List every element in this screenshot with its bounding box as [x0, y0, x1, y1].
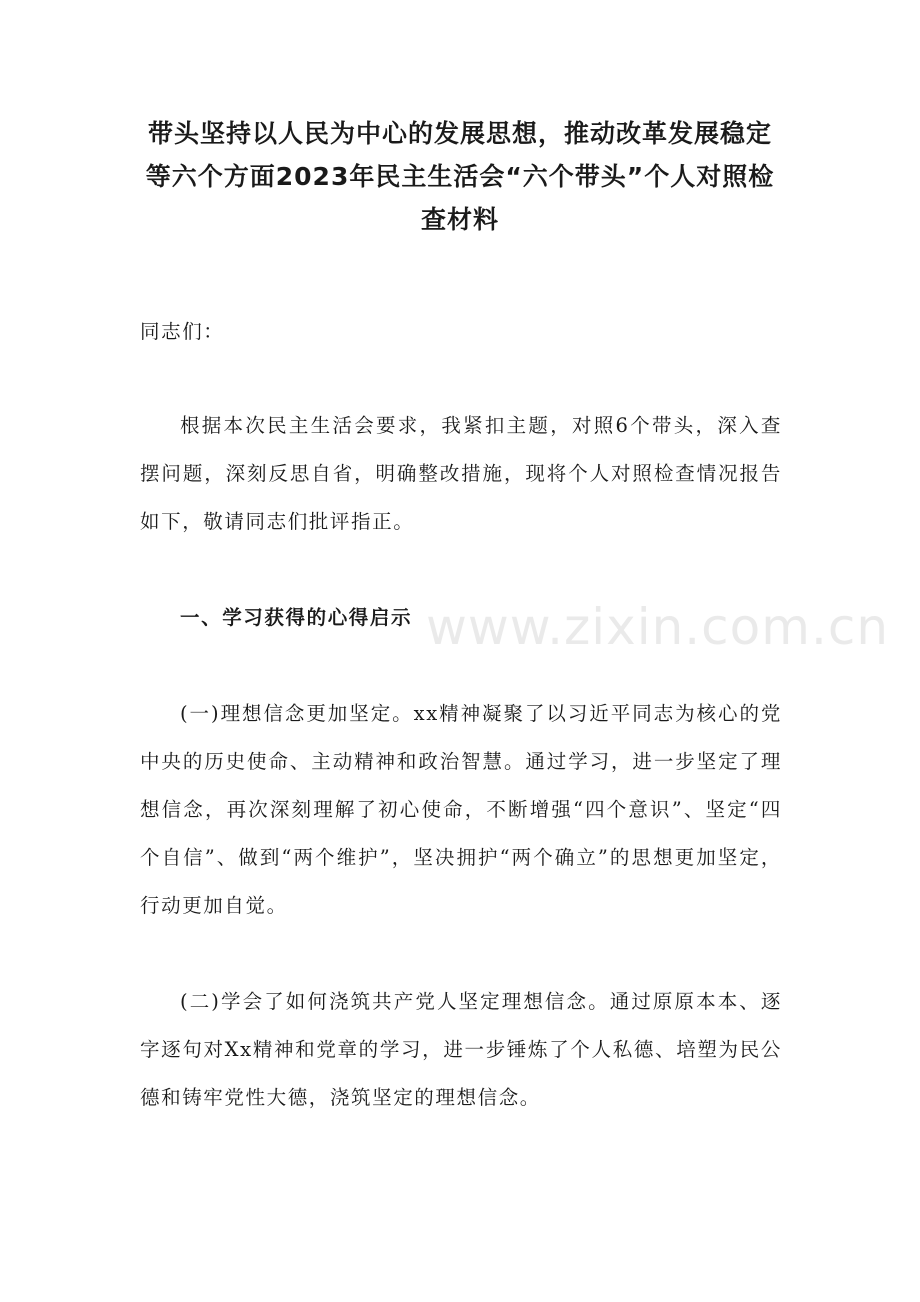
- section-heading: 一、学习获得的心得启示: [180, 606, 413, 629]
- paragraph-1: (一)理想信念更加坚定。xx精神凝聚了以习近平同志为核心的党中央的历史使命、主动精神和政治智慧。通过学习，进一步坚定了理想信念，再次深刻理解了初心使命，不断增强“四个意识”、坚定“四个自信”、做到“两个维护”，坚决拥护“两个确立”的思想更加坚定，行动更加自觉。: [140, 702, 782, 917]
- salutation: 同志们：: [140, 320, 225, 343]
- paragraph-2: (二)学会了如何浇筑共产党人坚定理想信念。通过原原本本、逐字逐句对Xx精神和党章的学习，进一步锤炼了个人私德、培塑为民公德和铸牢党性大德，浇筑坚定的理想信念。: [140, 990, 782, 1109]
- intro-paragraph: 根据本次民主生活会要求，我紧扣主题，对照6个带头，深入查摆问题，深刻反思自省，明确整改措施，现将个人对照检查情况报告如下，敬请同志们批评指正。: [140, 414, 782, 533]
- document-title: 带头坚持以人民为中心的发展思想，推动改革发展稳定等六个方面2023年民主生活会“六个带头”个人对照检查材料: [145, 119, 775, 234]
- watermark: www.zixin.com.cn: [426, 598, 890, 656]
